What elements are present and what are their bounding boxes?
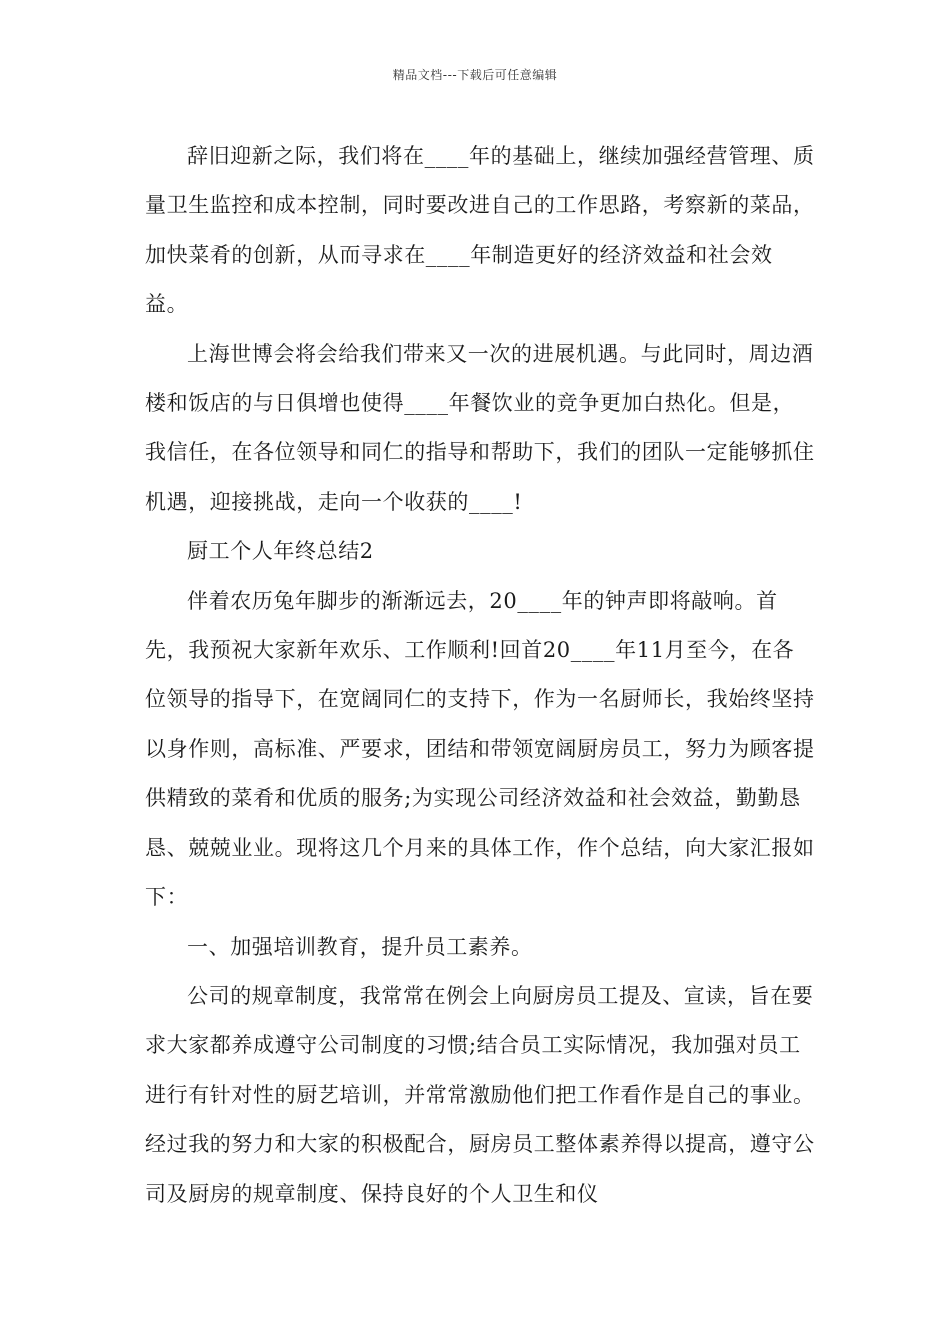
page-header-note: 精品文档---下载后可任意编辑 — [392, 68, 558, 82]
paragraph: 伴着农历兔年脚步的渐渐远去，20____年的钟声即将敲响。首先，我预祝大家新年欢乐、工作顺利!回首20____年11月至今，在各位领导的指导下，在宽阔同仁的支持下，作为一名厨师长，我始终坚持以身作则，高标准、严要求，团结和带领宽阔厨房员工，努力为顾客提供精致的菜肴和优质的服务;为实现公司经济效益和社会效益，勤勤恳恳、兢兢业业。现将这几个月来的具体工作，作个总结，向大家汇报如下： — [145, 588, 815, 910]
paragraph: 辞旧迎新之际，我们将在____年的基础上，继续加强经营管理、质量卫生监控和成本控制，同时要改进自己的工作思路，考察新的菜品，加快菜肴的创新，从而寻求在____年制造更好的经济效益和社会效益。 — [145, 144, 815, 317]
paragraph: 公司的规章制度，我常常在例会上向厨房员工提及、宣读，旨在要求大家都养成遵守公司制度的习惯;结合员工实际情况，我加强对员工进行有针对性的厨艺培训，并常常激励他们把工作看作是自己的事业。经过我的努力和大家的积极配合，厨房员工整体素养得以提高，遵守公司及厨房的规章制度、保持良好的个人卫生和仪 — [145, 983, 815, 1206]
section-heading: 一、加强培训教育，提升员工素养。 — [187, 934, 533, 959]
paragraph: 上海世博会将会给我们带来又一次的进展机遇。与此同时，周边酒楼和饭店的与日俱增也使得____年餐饮业的竞争更加白热化。但是，我信任，在各位领导和同仁的指导和帮助下，我们的团队一定能够抓住机遇，迎接挑战，走向一个收获的____! — [145, 341, 815, 514]
section-title: 厨工个人年终总结2 — [187, 539, 374, 564]
document-body — [145, 132, 815, 1219]
